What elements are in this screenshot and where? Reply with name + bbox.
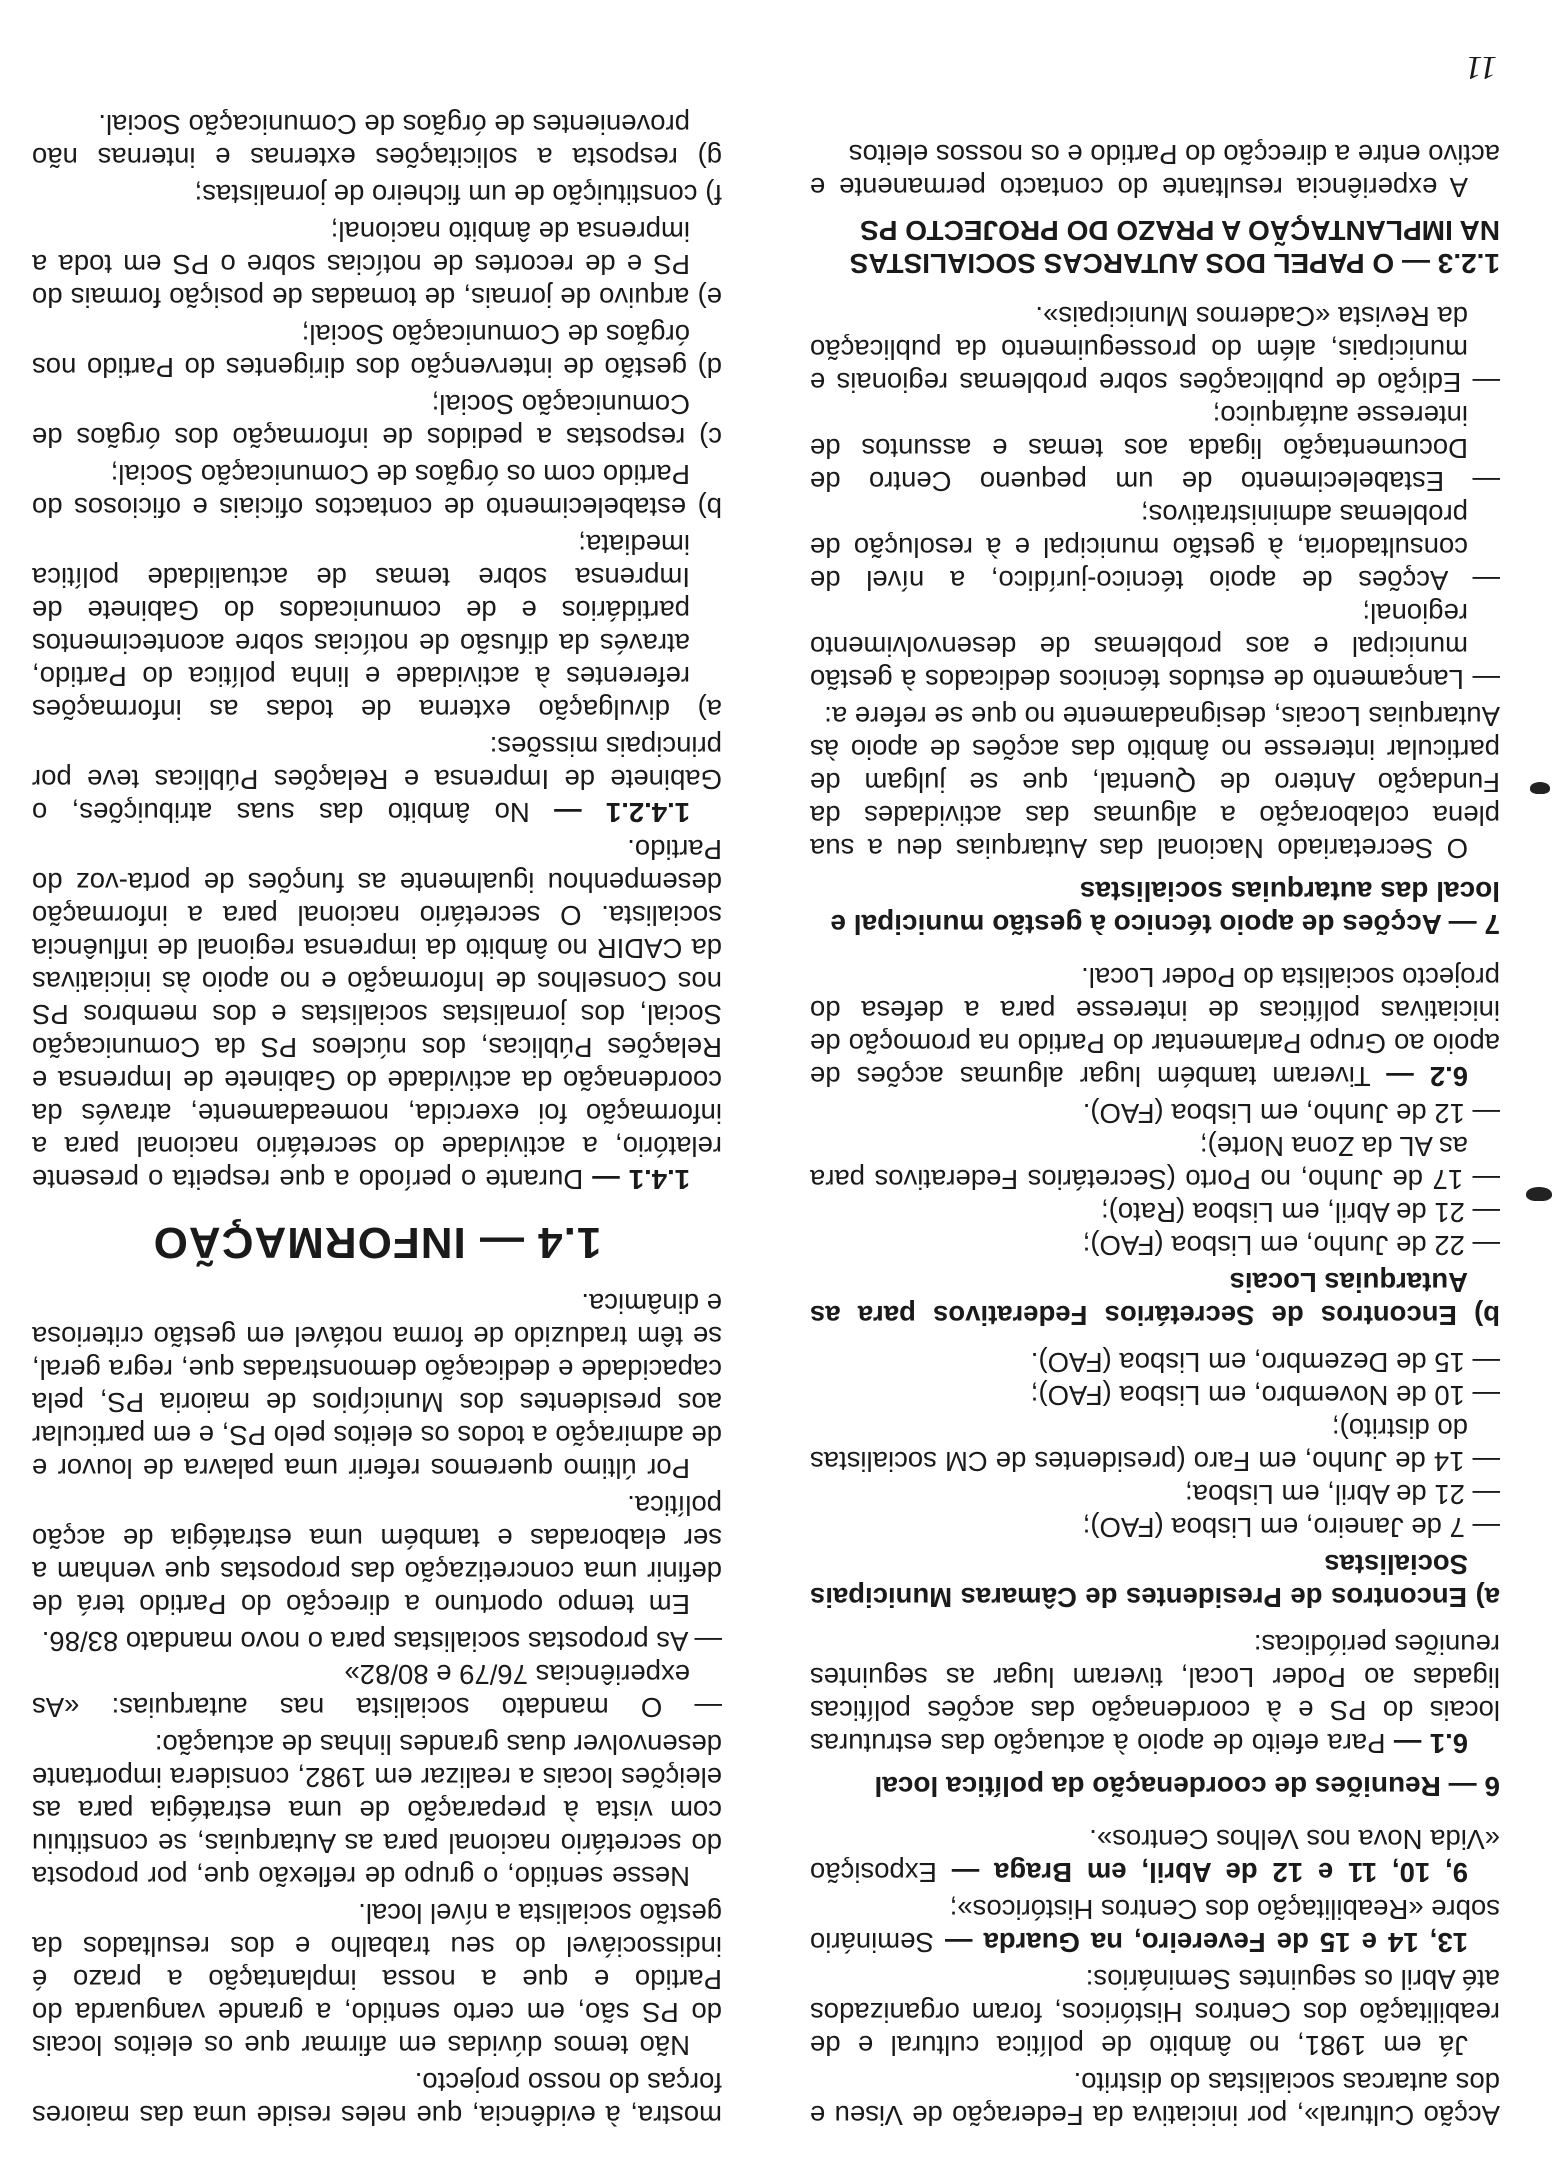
seminar-guarda-text: Seminário sobre «Reabilitação dos Centros Históricos»; [810,1894,1500,1958]
list-item: d) gestão de intervenção dos dirigentes do Partido nos órgãos de Comunicação Social; [32,319,722,383]
paragraph-1-4-2-1-text: No âmbito das suas atribuições, o Gabinete de Imprensa e Relações Públicas teve por principais missões: [32,731,722,828]
list-item: — 21 de Abril, em Lisboa; [1185,1479,1500,1510]
list-item: — Lançamento de estudos técnicos dedicados à gestão municipal e aos problemas de desenvolvimento regional; [810,598,1500,695]
list-item: — 7 de Janeiro, em Lisboa (FAO); [1082,1512,1500,1543]
right-column [32,104,722,2132]
section-6-heading: 6 — Reuniões de coordenação da política local [874,1771,1500,1802]
list-item: — Estabelecimento de um pequeno Centro de Documentação ligada aos temas e assuntos de interesse autárquico; [810,400,1500,497]
list-item: — 21 de Abril, em Lisboa (Rato); [1101,1197,1500,1228]
paragraph-1-4-1 [32,833,722,1196]
paragraph-6-1-text: Para efeito de apoio à actuação das estruturas locais do PS e à coordenação das acções políticas ligadas ao Poder Local, tiveram lugar as seguintes reuniões periódicas: [810,1629,1500,1759]
paragraph: Já em 1981, no âmbito de política cultural e de reabilitação dos Centros Históricos, foram organizados até Abril os seguintes Seminários: [810,1964,1500,2061]
paragraph-1-4-1-lead: 1.4.1 — [592,1164,690,1195]
section-1-2-3-heading: 1.2.3 — O PAPEL DOS AUTARCAS SOCIALISTAS NA IMPLANTAÇÃO A PRAZO DO PROJECTO PS [849,215,1500,279]
list-item: c) respostas a pedidos de informação dos órgãos de Comunicação Social; [32,389,722,453]
list-item: — Acções de apoio técnico-jurídico, a nível de consultadoria, à gestão municipal e à resolução de problemas administrativos; [810,499,1500,596]
exhibition-braga-lead: 9, 10, 11 e 12 de Abril, em Braga — [951,1857,1468,1888]
list-item: — 14 de Junho, em Faro (presidentes de CM socialistas do distrito); [810,1413,1500,1477]
list-item: a) divulgação externa de todas as informações referentes à actividade e linha política do Partido, através da difusão de notícias sobre acontecimentos partidários e de comunicados do Gabinete de Imprensa sobre temas de actualidade política imediata; [32,529,722,725]
list-item: — 15 de Dezembro, em Lisboa (FAO). [1030,1347,1500,1378]
paragraph-1-4-2-1 [32,730,722,829]
seminar-guarda-lead: 13, 14 e 15 de Fevereiro, na Guarda — [944,1927,1468,1958]
subsection-a-heading: a) Encontros de Presidentes de Câmaras Municipais Socialistas [810,1549,1500,1613]
section-7-heading: 7 — Acções de apoio técnico à gestão municipal e local das autarquias socialistas [830,876,1500,940]
support-actions-list [810,300,1500,696]
paragraph-6-2-lead: 6.2 — [1386,1061,1468,1092]
list-item: f) constituição de um ficheiro de jornalistas; [194,179,722,210]
paragraph-1-4-1-text: Durante o período a que respeita o presente relatório, a actividade do secretário nacional para a informação foi exercida, nomeadamente, através da coordenação da actividade do Gabinete de Imprensa e Relações Públicas, dos núcleos PS da Comunicação Social, dos jornalistas socialistas e dos membros PS nos Conselhos de Informação e no apoio às iniciativas da CADIR no âmbito da imprensa regional de influência socialista. O secretário nacional para a informação desempenhou igualmente as funções de porta-voz do Partido. [32,834,722,1195]
scan-smudge [1530,782,1550,794]
scan-smudge [1526,1187,1552,1201]
list-item: — Edição de publicações sobre problemas regionais e municipais, além do prosseguimento da publicação da Revista «Cadernos Municipais». [810,301,1500,398]
list-item: e) arquivo de jornais, de tomadas de posição formais do PS e de recortes de notícias sobre o PS em toda a imprensa de âmbito nacional; [32,216,722,313]
paragraph: O Secretariado Nacional das Autarquias deu a sua plena colaboração a algumas das actividades da Fundação Antero de Quental, que se julgam de particular interesse no âmbito das acções de apoio às Autarquias Locais, designadamente no que se refere a: [810,701,1500,864]
list-item: — As propostas socialistas para o novo mandato 83/86. [41,1626,722,1657]
page-number: 11 [1465,49,1497,86]
paragraph-6-1-lead: 6.1 — [1393,1728,1468,1759]
meetings-list-b [810,1097,1500,1262]
list-item: b) estabelecimento de contactos oficiais e oficiosos do Partido com os órgãos de Comunicação Social; [32,459,722,523]
missions-list [32,108,722,726]
paragraph: A experiência resultante do contacto permanente e activo entre a direcção do Partido e os nossos eleitos [810,139,1500,203]
strategy-lines-list [32,1625,722,1724]
paragraph-6-2 [810,961,1500,1093]
paragraph: Não temos dúvidas em afirmar que os eleitos locais do PS são, em certo sentido, a grande vanguarda do Partido e que a nossa implantação a prazo é indissociável do seu trabalho e dos resultados da gestão socialista a nível local. [32,1898,722,2061]
paragraph: Em tempo oportuno a direcção do Partido terá de definir uma concretização das propostas que venham a ser elaboradas e também uma estratégia de acção política. [32,1490,722,1620]
list-item: — 12 de Junho, em Lisboa (FAO). [1082,1098,1500,1129]
left-column [810,134,1500,2132]
list-item: — 17 de Junho, no Porto (Secretários Federativos para as AL da Zona Norte); [810,1131,1500,1195]
paragraph: Por último queremos referir uma palavra de louvor e de admiração a todos os eleitos pelo PS, e em particular aos presidentes dos Municípios de maioria PS, pela capacidade e dedicação demonstradas que, regra geral, se têm traduzido de forma notável em gestão criteriosa e dinâmica. [32,1288,722,1484]
paragraph: Nesse sentido, o grupo de reflexão que, por proposta do secretário nacional para as Autarquias, se constituiu com vista à preparação de uma estratégia para as eleições locais a realizar em 1982, considera importante desenvolver duas grandes linhas de actuação: [32,1729,722,1892]
seminar-guarda [810,1893,1500,1959]
exhibition-braga [810,1823,1500,1889]
paragraph: Acção Cultural», por iniciativa da Federação de Viseu e dos autarcas socialistas do distrito. [810,2067,1500,2131]
list-item: — 22 de Junho, em Lisboa (FAO); [1082,1230,1500,1261]
list-item: — O mandato socialista nas autarquias: «As experiências 76/79 e 80/82» [32,1659,722,1723]
paragraph-6-1 [810,1628,1500,1760]
section-1-4-heading: 1.4 — INFORMAÇÃO [152,1218,602,1267]
meetings-list-a [810,1346,1500,1544]
list-item: — 10 de Novembro, em Lisboa (FAO); [1030,1380,1500,1411]
exhibition-braga-text: Exposição «Vida Nova nos Velhos Centros». [810,1824,1500,1888]
paragraph: mostra, à evidência, que neles reside uma das maiores forças do nosso projecto. [32,2067,722,2131]
paragraph-1-4-2-1-lead: 1.4.2.1 — [554,797,690,828]
paragraph-6-2-text: Tiveram também lugar algumas acções de apoio ao Grupo Parlamentar do Partido na promoção de iniciativas políticas de interesse para a defesa do projecto socialista do Poder Local. [810,962,1500,1092]
list-item: g) resposta a solicitações externas e internas não provenientes de órgãos de Comunicação Social. [32,109,722,173]
subsection-b-heading: b) Encontros de Secretários Federativos para as Autarquias Locais [810,1267,1500,1331]
